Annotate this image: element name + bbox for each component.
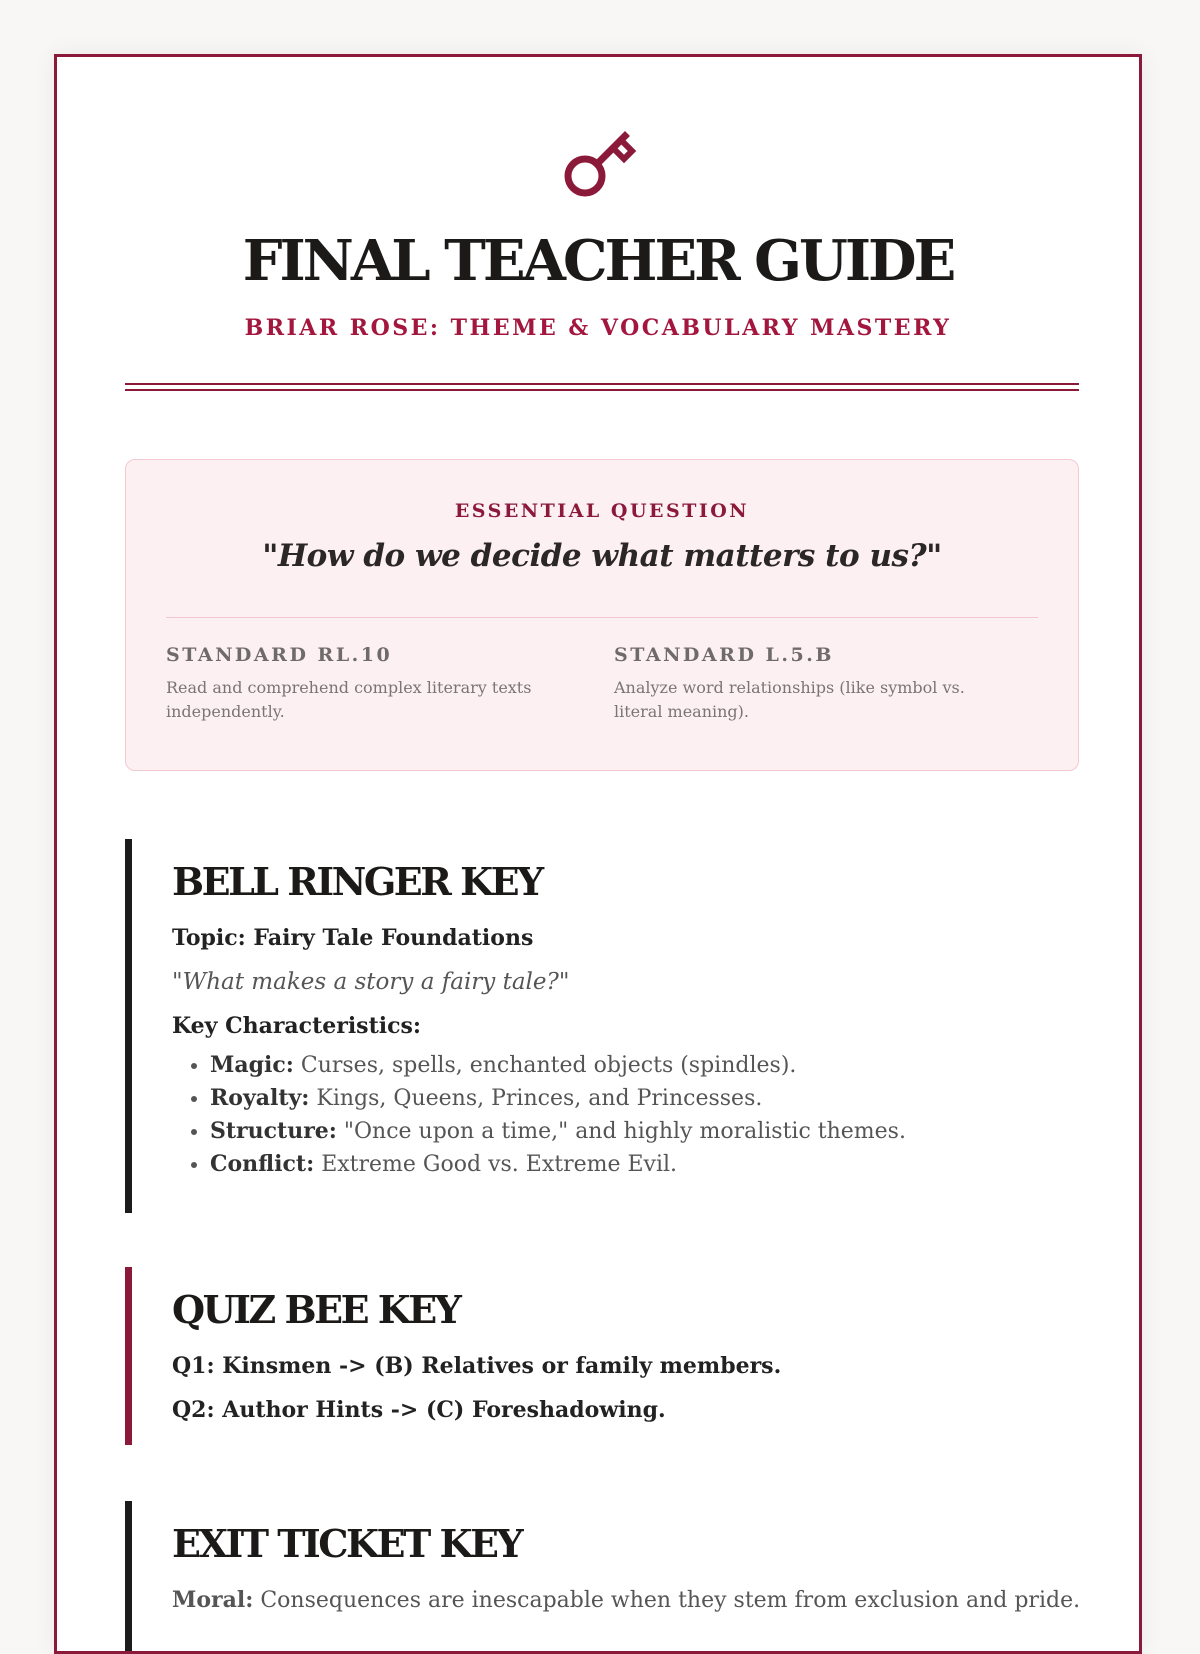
teacher-guide-page [54,54,1142,1654]
essential-question-label: ESSENTIAL QUESTION [454,500,750,522]
bell-ringer-section [125,839,1079,1213]
standard-description: Analyze word relationships (like symbol vs. literal meaning). [614,678,965,721]
section-title: EXIT TICKET KEY [172,1521,522,1566]
page-title: FINAL TEACHER GUIDE [242,228,954,294]
standard-code: STANDARD L.5.B [614,644,834,666]
topic-line: Topic: Fairy Tale Foundations [172,925,534,951]
panel-divider [166,617,1038,618]
section-title: BELL RINGER KEY [172,859,542,904]
moral-line: Moral: Consequences are inescapable when they stem from exclusion and pride. [172,1587,1081,1613]
standard-rl10 [166,644,566,724]
standard-description: Read and comprehend complex literary texts independently. [166,678,532,721]
header-double-rule [125,383,1079,391]
essential-question-panel [125,459,1079,771]
exit-ticket-section [125,1501,1079,1654]
list-item: • Magic: Curses, spells, enchanted objects (spindles). [210,1049,1079,1082]
page-subtitle: BRIAR ROSE: THEME & VOCABULARY MASTERY [244,315,952,341]
quiz-answer-q2: Q2: Author Hints -> (C) Foreshadowing. [172,1397,666,1423]
quiz-answer-q1: Q1: Kinsmen -> (B) Relatives or family members. [172,1353,782,1379]
section-title: QUIZ BEE KEY [172,1287,460,1332]
characteristics-list [172,1049,1079,1181]
standard-code: STANDARD RL.10 [166,644,393,666]
list-item: • Structure: "Once upon a time," and highly moralistic themes. [210,1115,1079,1148]
key-icon [563,127,639,203]
essential-question-text: "How do we decide what matters to us?" [262,538,942,574]
quiz-bee-section [125,1267,1079,1445]
standard-l5b [614,644,1014,724]
list-item: • Royalty: Kings, Queens, Princes, and Princesses. [210,1082,1079,1115]
characteristics-label: Key Characteristics: [172,1013,421,1039]
bell-ringer-quote: "What makes a story a fairy tale?" [172,969,570,995]
list-item: • Conflict: Extreme Good vs. Extreme Evil. [210,1148,1079,1181]
